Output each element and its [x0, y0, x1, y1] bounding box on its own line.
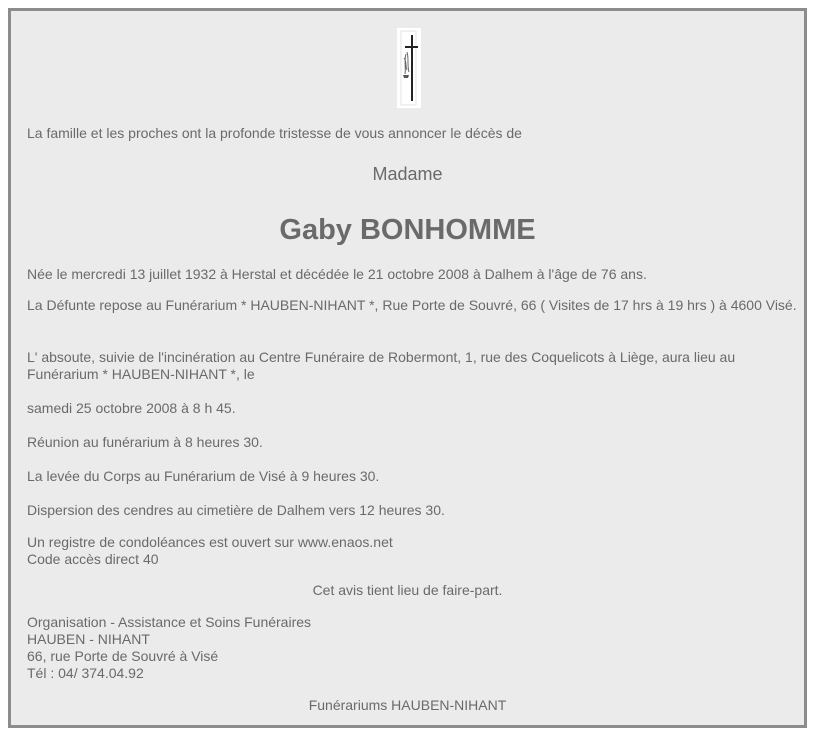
organisation-line-2: HAUBEN - NIHANT: [27, 631, 150, 647]
registry-line-2: Code accès direct 40: [27, 551, 159, 567]
footer-text: Funérariums HAUBEN-NIHANT: [308, 697, 507, 713]
ceremony-date: samedi 25 octobre 2008 à 8 h 45.: [27, 400, 236, 416]
meeting-text: Réunion au funérarium à 8 heures 30.: [27, 434, 263, 450]
notice-statement: Cet avis tient lieu de faire-part.: [312, 582, 503, 598]
organisation-phone: Tél : 04/ 374.04.92: [27, 665, 144, 681]
body-raising-text: La levée du Corps au Funérarium de Visé à 9 heures 30.: [27, 468, 380, 484]
honorific: Madame: [372, 164, 443, 184]
rests-text: La Défunte repose au Funérarium * HAUBEN-NIHANT *, Rue Porte de Souvré, 66 ( Visites de 17 hrs à 19 hrs ) à 4600 Visé.: [27, 297, 797, 313]
cross-icon: [397, 28, 421, 108]
dispersion-text: Dispersion des cendres au cimetière de Dalhem vers 12 heures 30.: [27, 502, 445, 518]
cross-emblem: [397, 28, 421, 108]
registry-line-1: Un registre de condoléances est ouvert sur www.enaos.net: [27, 534, 393, 550]
organisation-address: 66, rue Porte de Souvré à Visé: [27, 648, 219, 664]
death-notice-card: [8, 8, 807, 728]
organisation-line-1: Organisation - Assistance et Soins Funéraires: [27, 614, 312, 630]
deceased-name: Gaby BONHOMME: [279, 214, 536, 246]
birth-death-text: Née le mercredi 13 juillet 1932 à Herstal et décédée le 21 octobre 2008 à Dalhem à l'âge de 76 ans.: [27, 266, 647, 282]
intro-text: La famille et les proches ont la profonde tristesse de vous annoncer le décès de: [27, 125, 522, 141]
absolution-text: L' absoute, suivie de l'incinération au Centre Funéraire de Robermont, 1, rue des Coquelicots à Liège, aura lieu au Funérarium * HAUBEN-NIHANT *, le: [27, 349, 736, 382]
